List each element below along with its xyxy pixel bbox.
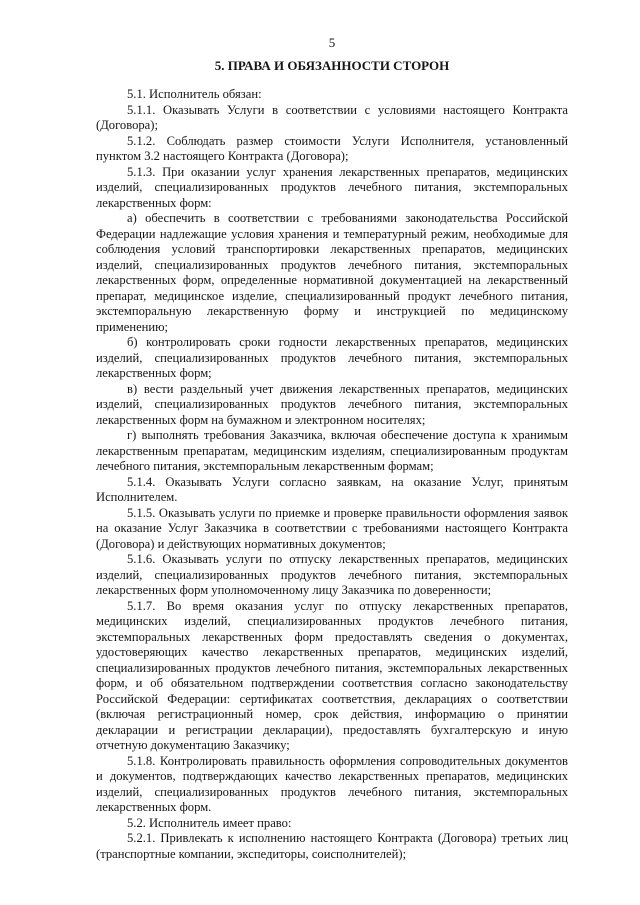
page-number: 5	[328, 35, 336, 50]
text-line: 5.1.4. Оказывать Услуги согласно заявкам, на оказание Услуг, принятым	[127, 474, 568, 489]
text-line: 5.1.7. Во время оказания услуг по отпуску лекарственных препаратов,	[127, 598, 568, 613]
clause-5-1-3	[96, 165, 568, 212]
text-line: изделий, специализированных продуктов лечебного питания, экстемпоральных	[96, 180, 568, 194]
text-line: (включая регистрационный номер, срок действия, информацию о принятии	[96, 707, 568, 721]
text-line: форм, и об обязательном подтверждении соответствия согласно законодательству	[96, 676, 568, 690]
clause-5-1-3-v	[96, 382, 568, 429]
text-line: б) контролировать сроки годности лекарственных препаратов, медицинских	[127, 335, 568, 349]
text-line: лекарственных форм, определенные нормативной документацией на лекарственный	[96, 273, 568, 287]
clause-5-1-1	[96, 103, 568, 134]
text-line: Российской Федерации: сертификатах соответствия, декларациях о соответствии	[96, 691, 568, 706]
text-line: в) вести раздельный учет движения лекарственных препаратов, медицинских	[127, 381, 568, 396]
clause-5-1-3-a	[96, 211, 568, 335]
clause-5-1	[96, 87, 568, 103]
text-line: экстемпоральных лекарственных форм предоставлять сведения о документах,	[96, 629, 568, 644]
text-line: 5.1.6. Оказывать услуги по отпуску лекарственных препаратов, медицинских	[127, 552, 568, 566]
text-line: лекарственных форм на бумажном и электронном носителях;	[96, 412, 426, 427]
clause-5-1-2	[96, 134, 568, 165]
text-line: а) обеспечить в соответствии с требованиями законодательства Российской	[127, 211, 568, 225]
text-line: изделий, специализированных продуктов лечебного питания, экстемпоральных	[96, 257, 568, 272]
text-line: изделий, специализированных продуктов лечебного питания, экстемпоральных	[96, 397, 568, 411]
text-line: применению;	[96, 319, 169, 334]
text-line: лекарственных форм уполномоченному лицу Заказчика по доверенности;	[96, 583, 492, 597]
text-line: медицинских изделий, специализированных продуктов лечебного питания,	[96, 614, 568, 628]
text-line: лекарственных форм;	[96, 366, 212, 380]
text-line: удостоверяющих качество лекарственных препаратов, медицинских изделий,	[96, 645, 568, 659]
clause-5-2	[96, 816, 568, 832]
section-body	[96, 87, 568, 862]
text-line: 5.1.5. Оказывать услуги по приемке и проверке правильности оформления заявок	[127, 505, 568, 520]
text-line: специализированных продуктов лечебного питания, экстемпоральных лекарственных	[96, 660, 568, 675]
clause-5-1-8	[96, 754, 568, 816]
text-line: Федерации надлежащие условия хранения и температурный режим, необходимые для	[96, 226, 568, 241]
text-line: 5.1.2. Соблюдать размер стоимости Услуги Исполнителя, установленный	[127, 133, 568, 148]
text-line: декларации и регистрации декларации), предоставлять бухгалтерскую и иную	[96, 722, 568, 737]
clause-5-1-3-b	[96, 335, 568, 382]
clause-5-1-7	[96, 599, 568, 754]
text-line: лекарственных форм:	[96, 195, 212, 210]
text-line: Исполнителем.	[96, 490, 178, 504]
text-line: (Договора);	[96, 118, 158, 132]
text-line: г) выполнять требования Заказчика, включая обеспечение доступа к хранимым	[127, 428, 568, 442]
clause-5-1-6	[96, 552, 568, 599]
clause-5-2-1	[96, 831, 568, 862]
clause-5-1-4	[96, 475, 568, 506]
text-line: на оказание Услуг Заказчика в соответствии с требованиями настоящего Контракта	[96, 521, 568, 535]
text-line: 5.1.3. При оказании услуг хранения лекарственных препаратов, медицинских	[127, 164, 568, 179]
text-line: (Договора) и действующих нормативных документов;	[96, 536, 386, 551]
text-line: 5.1.8. Контролировать правильность оформления сопроводительных документов	[127, 753, 568, 768]
text-line: 5.1.1. Оказывать Услуги в соответствии с условиями настоящего Контракта	[127, 102, 568, 117]
clause-5-1-3-g	[96, 428, 568, 475]
text-line: изделий, специализированных продуктов лечебного питания, экстемпоральных	[96, 350, 568, 365]
text-line: (транспортные компании, экспедиторы, соисполнителей);	[96, 846, 407, 861]
text-line: изделий, специализированных продуктов лечебного питания, экстемпоральных	[96, 567, 568, 582]
text-line: лечебного питания, экстемпоральным лекарственным формам;	[96, 459, 434, 473]
text-line: препарат, медицинское изделие, специализированный продукт лечебного питания,	[96, 288, 568, 303]
text-line: 5.2.1. Привлекать к исполнению настоящего Контракта (Договора) третьих лиц	[127, 831, 568, 845]
text-line: пунктом 3.2 настоящего Контракта (Договора);	[96, 149, 349, 163]
text-line: отчетную документацию Заказчику;	[96, 738, 290, 752]
text-line: и документов, подтверждающих качество лекарственных препаратов, медицинских	[96, 769, 568, 783]
text-line: соблюдения условий транспортировки лекарственных препаратов, медицинских	[96, 242, 568, 256]
text-line: изделий, специализированных продуктов лечебного питания, экстемпоральных	[96, 784, 568, 799]
text-line: лекарственных форм.	[96, 800, 212, 814]
text-line: 5.2. Исполнитель имеет право:	[127, 815, 292, 830]
section-heading: 5. ПРАВА И ОБЯЗАННОСТИ СТОРОН	[214, 58, 450, 73]
clause-5-1-5	[96, 506, 568, 553]
text-line: экстемпоральную лекарственную форму и инструкцией по медицинскому	[96, 304, 568, 318]
text-line: лекарственным препаратам, медицинским изделиям, специализированным продуктам	[96, 443, 568, 458]
text-line: 5.1. Исполнитель обязан:	[127, 87, 262, 101]
